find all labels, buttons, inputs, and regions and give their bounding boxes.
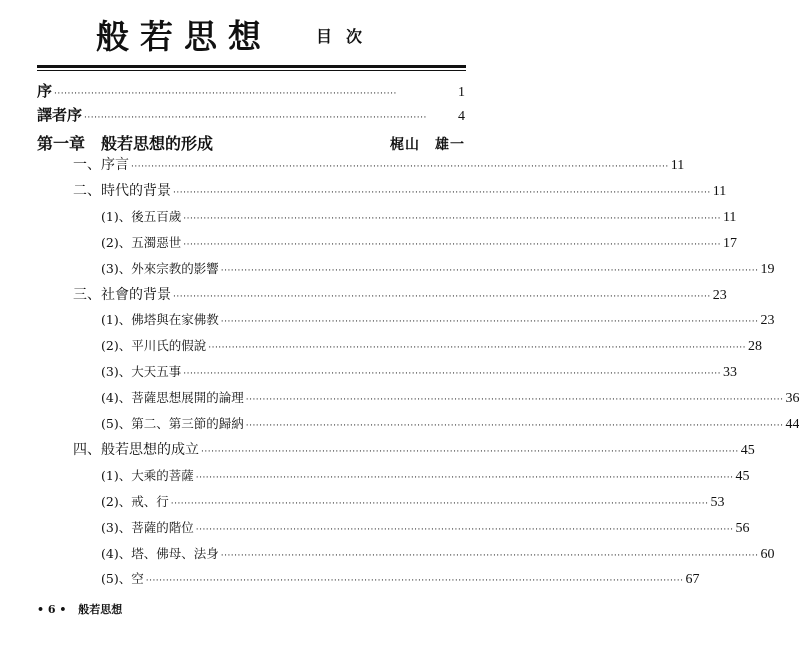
toc-entry[interactable] bbox=[101, 259, 775, 279]
leader-dots: ································································································································································ bbox=[220, 551, 759, 561]
toc-entry-label: (3)、菩薩的階位 bbox=[101, 520, 194, 535]
toc-entry-label: 四、般若思想的成立 bbox=[73, 442, 199, 458]
leader-dots: ································································································································································ bbox=[245, 421, 784, 431]
leader-dots: ································································································································································ bbox=[208, 343, 746, 353]
toc-entry-page: 44 bbox=[785, 417, 799, 432]
toc-entry-translator-preface[interactable] bbox=[37, 105, 465, 125]
page-footer bbox=[37, 603, 122, 617]
toc-entry-label: (1)、大乘的菩薩 bbox=[101, 468, 194, 483]
toc-entry-label: (2)、五濁惡世 bbox=[101, 235, 182, 250]
toc-entry-page: 28 bbox=[747, 339, 762, 354]
toc-entry-label: (2)、平川氏的假說 bbox=[101, 338, 207, 353]
leader-dots: ······································································································ bbox=[54, 89, 397, 99]
toc-entry-page: 53 bbox=[710, 495, 725, 510]
toc-entry-label: 譯者序 bbox=[37, 106, 83, 124]
leader-dots: ································································································································································ bbox=[145, 576, 684, 586]
toc-entry-label: (3)、外來宗教的影響 bbox=[101, 261, 219, 276]
leader-dots: ································································································································································ bbox=[195, 525, 734, 535]
toc-entry-page: 56 bbox=[735, 521, 750, 536]
toc-label: 目次 bbox=[316, 27, 377, 46]
toc-entry-label: (2)、戒、行 bbox=[101, 494, 169, 509]
toc-entry-label: (1)、後五百歲 bbox=[101, 209, 182, 224]
toc-entry-page: 45 bbox=[735, 469, 750, 484]
toc-entry-page: 19 bbox=[760, 262, 775, 277]
chapter-heading[interactable] bbox=[37, 131, 465, 153]
toc-entry-label: 一、序言 bbox=[73, 157, 129, 173]
toc-entry-page: 33 bbox=[722, 365, 737, 380]
chapter-author: 梶山 雄一 bbox=[390, 137, 465, 153]
page-title: 般若思想 bbox=[96, 17, 272, 56]
toc-entry-page: 45 bbox=[740, 443, 755, 458]
toc-entry[interactable] bbox=[101, 310, 775, 330]
toc-entry[interactable] bbox=[101, 466, 750, 486]
toc-entry[interactable] bbox=[101, 544, 775, 564]
toc-entry-page: 60 bbox=[760, 547, 775, 562]
page-number-marker: • 6 • bbox=[37, 603, 67, 616]
toc-entry-page: 4 bbox=[458, 109, 465, 124]
toc-entry-page: 23 bbox=[712, 288, 727, 303]
toc-entry[interactable] bbox=[73, 155, 685, 175]
leader-dots: ································································································································································ bbox=[131, 162, 669, 172]
toc-entry-page: 36 bbox=[785, 391, 799, 406]
leader-dots: ································································································································································ bbox=[183, 214, 721, 224]
leader-dots: ································································································································································ bbox=[183, 240, 721, 250]
toc-entry-label: (3)、大天五事 bbox=[101, 364, 182, 379]
toc-entry-label: (4)、菩薩思想展開的論理 bbox=[101, 390, 244, 405]
toc-entry-label: (5)、第二、第三節的歸納 bbox=[101, 416, 244, 431]
toc-entry-page: 67 bbox=[685, 572, 700, 587]
leader-dots: ································································································································································ bbox=[201, 447, 739, 457]
leader-dots: ································································································································································ bbox=[173, 292, 711, 302]
toc-entry[interactable] bbox=[101, 414, 799, 434]
toc-entry-label: 二、時代的背景 bbox=[73, 183, 171, 199]
toc-entry-page: 11 bbox=[712, 184, 727, 199]
running-title: 般若思想 bbox=[78, 603, 123, 616]
leader-dots: ································································································································································ bbox=[220, 317, 759, 327]
toc-entry[interactable] bbox=[73, 181, 727, 201]
toc-entry[interactable] bbox=[101, 569, 700, 589]
chapter-title: 第一章 般若思想的形成 bbox=[37, 134, 214, 153]
toc-entry-page: 11 bbox=[670, 158, 685, 173]
toc-entry-page: 1 bbox=[458, 85, 465, 100]
toc-entry-page: 17 bbox=[722, 236, 737, 251]
leader-dots: ································································································································································ bbox=[220, 266, 759, 276]
leader-dots: ································································································································································ bbox=[195, 473, 734, 483]
toc-entry-label: (5)、空 bbox=[101, 571, 144, 586]
toc-entry[interactable] bbox=[73, 285, 727, 305]
toc-entry[interactable] bbox=[101, 362, 737, 382]
toc-entry-page: 11 bbox=[722, 210, 737, 225]
toc-entry[interactable] bbox=[101, 336, 762, 356]
toc-entry[interactable] bbox=[101, 518, 750, 538]
leader-dots: ································································································································································ bbox=[183, 369, 721, 379]
toc-entry[interactable] bbox=[101, 233, 737, 253]
toc-entry-page: 23 bbox=[760, 313, 775, 328]
toc-entry-preface[interactable] bbox=[37, 81, 465, 101]
leader-dots: ······································································································ bbox=[84, 113, 427, 123]
leader-dots: ································································································································································ bbox=[173, 188, 711, 198]
toc-entry-label: 序 bbox=[37, 82, 53, 100]
toc-entry[interactable] bbox=[73, 440, 755, 460]
toc-entry[interactable] bbox=[101, 207, 737, 227]
toc-entry-label: (1)、佛塔與在家佛教 bbox=[101, 312, 219, 327]
toc-entry-label: 三、社會的背景 bbox=[73, 287, 171, 303]
toc-entry-label: (4)、塔、佛母、法身 bbox=[101, 546, 219, 561]
leader-dots: ································································································································································ bbox=[170, 499, 709, 509]
leader-dots: ································································································································································ bbox=[245, 395, 784, 405]
toc-entry[interactable] bbox=[101, 388, 799, 408]
toc-entry[interactable] bbox=[101, 492, 725, 512]
